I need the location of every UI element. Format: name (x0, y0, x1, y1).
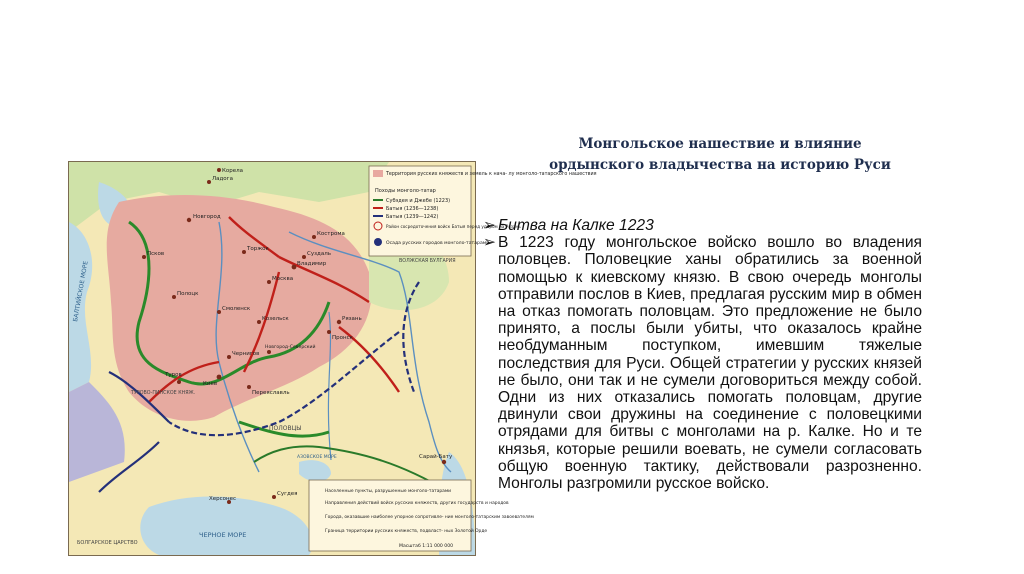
region-label: ПОЛОВЦЫ (269, 425, 302, 432)
legend-siege (374, 238, 382, 246)
slide-body (483, 217, 922, 492)
city-label: Суздаль (307, 251, 331, 257)
city-label: Новгород (193, 214, 221, 220)
region-label: ТУРОВО-ПИНСКОЕ КНЯЖ. (131, 391, 196, 396)
city-label: Пронск (332, 335, 353, 341)
title-line-2: ордынского владычества на историю Руси (549, 157, 891, 173)
arrow-bullet-icon: ➢ (483, 234, 497, 252)
sea-label: ЧЕРНОЕ МОРЕ (199, 531, 247, 539)
city-label: Сарай-Бату (419, 454, 453, 460)
legend-text: Направления действий войск русских княжеств, других государств и народов (325, 501, 509, 506)
city-label: Козельск (262, 316, 289, 322)
bullet-heading: Битва на Калке 1223 (498, 217, 654, 234)
slide-title (500, 134, 940, 176)
map-scale: Масштаб 1:11 000 000 (399, 544, 454, 549)
city-label: Торжок (247, 246, 269, 252)
sea-label: АЗОВСКОЕ МОРЕ (297, 455, 337, 460)
city-label: Ладога (212, 176, 233, 182)
city-label: Херсонес (209, 496, 237, 502)
city-label: Владимир (297, 261, 327, 267)
region-label: БОЛГАРСКОЕ ЦАРСТВО (77, 540, 138, 546)
region-label: ВОЛЖСКАЯ БУЛГАРИЯ (399, 259, 456, 264)
legend-text: Города, оказавшие наиболее упорное сопротивле- ние монголо-татарским завоевателям (325, 515, 534, 520)
city-label: Переяславль (252, 390, 290, 396)
city-label: Псков (147, 251, 165, 257)
legend-swatch (373, 170, 383, 177)
title-line-1: Монгольское нашествие и влияние (578, 136, 862, 152)
city-label: Москва (272, 276, 294, 282)
legend-text: Осада русских городов монголо-татарами (386, 241, 490, 246)
legend-text: Батыя (1236—1238) (386, 206, 439, 212)
city-label: Туров (165, 372, 182, 378)
city-label: Рязань (342, 316, 362, 322)
legend-text: Населенные пункты, разрушенные монголо-татарами (325, 489, 452, 494)
bullet-item (483, 217, 922, 234)
sea-label: БАЛТИЙСКОЕ МОРЕ (72, 260, 90, 323)
city-label: Корела (222, 168, 244, 174)
city-label: Сугдея (277, 491, 298, 497)
legend-text: Территория русских княжеств и земель к нача- лу монголо-татарского нашествия (386, 172, 597, 177)
city-label: Чернигов (232, 351, 260, 357)
city-label: Полоцк (177, 291, 199, 297)
city-label: Киев (203, 381, 218, 387)
legend-text: Субэдея и Джебе (1223) (386, 198, 451, 204)
bullet-paragraph: В 1223 году монгольское войско вошло во владения половцев. Половецкие ханы обратились за военной помощью к киевскому князю. В свою очередь монголы отправили послов в Киев, предлагая русским мир в обмен на отказ помогать половцам. Это предложение не было принято, а послы были убиты, что оказалось крайне необдуманным поступком, имевшим тяжелые последствия для Руси. Общей стратегии у русских князей не было, они так и не сумели договориться между собой. Одни из них отказались помогать половцам, другие двинули свои дружины на соединение с половецкими отрядами для битвы с монголами на р. Калке. Но и те князья, которые решили воевать, не сумели согласовать общую военную тактику, действовали разрозненно. Монголы разгромили русское войско. (498, 234, 922, 493)
legend-text: Район сосредоточения войск Батыя перед ударом на Рязань (386, 224, 521, 229)
legend-text: Батыя (1239—1242) (386, 214, 439, 220)
bullet-item (483, 234, 922, 492)
arrow-bullet-icon: ➢ (483, 217, 497, 234)
city-label: Кострома (317, 231, 345, 237)
city-label: Новгород-Северский (265, 345, 316, 350)
legend-text: Граница территории русских княжеств, подвласт- ных Золотой Орде (325, 529, 488, 534)
city-label: Смоленск (222, 306, 251, 312)
legend-text: Походы монголо-татар (375, 188, 436, 194)
